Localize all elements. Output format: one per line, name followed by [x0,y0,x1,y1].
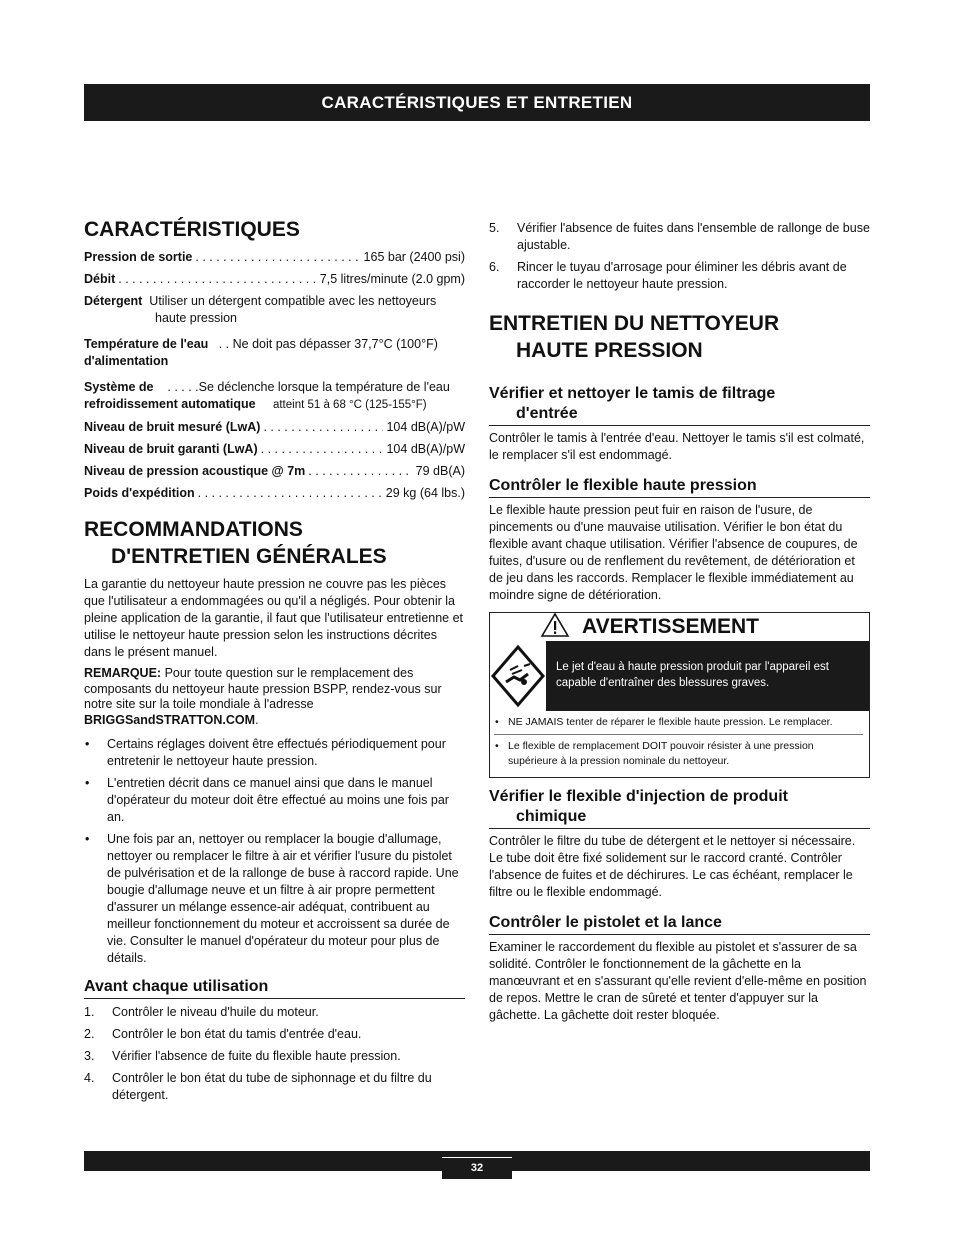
gun-text: Examiner le raccordement du flexible au pistolet et s'assurer de sa solidité. Contrôler le fonctionnement de la gâchette en la manœuvrant et en s'assurant qu'elle revient d'elle-même en position de repos. Mettre le cran de sûreté et tenter d'appuyer sur la gâchette. La gâchette doit rester bloquée. [489,940,867,1022]
spec-label: Niveau de bruit mesuré (LwA) [84,420,261,434]
warning-triangle-icon [540,612,570,643]
right-column [489,220,870,1029]
spec-label: Système de [84,380,154,394]
list-item: • L'entretien décrit dans ce manuel ainsi que dans le manuel d'opérateur du moteur doit être effectué au moins une fois par an. [85,776,449,824]
spec-value: 104 dB(A)/pW [386,442,465,456]
list-item: • NE JAMAIS tenter de réparer le flexible haute pression. Le remplacer. [495,716,833,728]
spec-value: 29 kg (64 lbs.) [385,486,465,500]
hose-title: Contrôler le flexible haute pression [489,476,870,498]
spec-row [84,485,465,502]
list-item: • Certains réglages doivent être effectués périodiquement pour entretenir le nettoyeur haute pression. [85,737,446,768]
spec-value: 165 bar (2400 psi) [363,250,465,264]
spec-label: Détergent [84,294,143,308]
spec-row [84,249,465,266]
spec-label: Niveau de pression acoustique @ 7m [84,464,306,478]
recommendations-title: RECOMMANDATIONS D'ENTRETIEN GÉNÉRALES [84,518,387,568]
warning-message: Le jet d'eau à haute pression produit par l'appareil est capable d'entraîner des blessures graves. [556,661,829,689]
spec-row [84,463,465,480]
spec-temperature: Température de l'eau . . Ne doit pas dépasser 37,7°C (100°F) d'alimentation [84,337,438,368]
spec-detergent [84,293,465,327]
spec-label: Température de l'eau [84,337,209,351]
warning-box [489,612,870,778]
list-item: 2. Contrôler le bon état du tamis d'entrée d'eau. [84,1027,362,1041]
warning-message-bar [490,641,869,711]
warning-header [490,613,869,641]
list-item: 1. Contrôler le niveau d'huile du moteur. [84,1005,319,1019]
spec-label: d'alimentation [84,354,169,368]
spec-row [84,441,465,458]
specs-table [84,249,465,502]
filter-text: Contrôler le tamis à l'entrée d'eau. Nettoyer le tamis s'il est colmaté, le remplacer s'il est endommagé. [489,431,865,462]
section-header-title: CARACTÉRISTIQUES ET ENTRETIEN [321,93,633,112]
spec-value: atteint 51 à 68 °C (125-155°F) [272,399,427,411]
filter-title: Vérifier et nettoyer le tamis de filtrage d'entrée [489,384,870,426]
high-pressure-spray-hazard-icon [490,641,550,711]
spec-value: Se déclenche lorsque la température de l'eau [198,380,450,394]
spec-value: 7,5 litres/minute (2.0 gpm) [319,272,465,286]
recommendations-list [84,736,465,967]
page-number: 32 [442,1157,512,1179]
spec-row [84,419,465,436]
warning-list [490,711,869,777]
spec-cooling: Système de . . . . .Se déclenche lorsque la température de l'eau refroidissement automatique atteint 51 à 68 °C (125-155°F) [84,380,450,411]
left-column [84,216,465,1109]
spec-label: Niveau de bruit garanti (LwA) [84,442,258,456]
before-each-use-list [84,1004,465,1104]
list-item: • Une fois par an, nettoyer ou remplacer la bougie d'allumage, nettoyer ou remplacer le filtre à air et vérifier l'usure du pistolet de pulvérisation et de la rallonge de buse à raccord rapide. Une bougie d'allumage neuve et un filtre à air propre permettent d'assurer un mélange essence-air adéquat, contribuent au meilleur fonctionnement du moteur et accroissent sa durée de vie. Consulter le manuel d'opérateur du moteur pour plus de détails. [85,832,459,965]
spec-label: refroidissement automatique [84,397,256,411]
list-item: • Le flexible de remplacement DOIT pouvoir résister à une pression supérieure à la pression nominale du nettoyeur. [494,734,863,769]
note-label: REMARQUE: [84,666,162,680]
gun-title: Contrôler le pistolet et la lance [489,913,870,935]
chemical-text: Contrôler le filtre du tube de détergent et le nettoyer si nécessaire. Le tube doit être fixé solidement sur le raccord cranté. Contrôler l'absence de fuites et de déchirures. Le cas échéant, remplacer le filtre ou le flexible endommagé. [489,834,856,899]
spec-value: Utiliser un détergent compatible avec les nettoyeurs [149,294,437,308]
spec-value: 104 dB(A)/pW [386,420,465,434]
spec-value: Ne doit pas dépasser 37,7°C (100°F) [232,337,438,351]
maintenance-title: ENTRETIEN DU NETTOYEUR HAUTE PRESSION [489,312,780,362]
spec-label: Poids d'expédition [84,486,195,500]
recommendations-intro: La garantie du nettoyeur haute pression ne couvre pas les pièces que l'utilisateur a endommagées ou qu'il a négligés. Pour obtenir la pleine application de la garantie, il faut que l'utilisateur entretienne et utilise le nettoyeur haute pression selon les instructions décrites dans le présent manuel. [84,577,464,659]
recommendations-note: REMARQUE: Pour toute question sur le remplacement des composants du nettoyeur haute pression BSPP, rendez-vous sur notre site sur la toile mondiale à l'adresse BRIGGSandSTRATTON.COM. [84,666,442,727]
section-header [84,84,870,121]
website-link[interactable]: BRIGGSandSTRATTON.COM [84,712,256,727]
before-each-use-list-cont [489,220,870,293]
spec-value: 79 dB(A) [415,464,465,478]
spec-value: haute pression [155,311,238,325]
spec-row [84,271,465,288]
list-item: 5. Vérifier l'absence de fuites dans l'ensemble de rallonge de buse ajustable. [489,221,870,252]
list-item: 4. Contrôler le bon état du tube de siphonnage et du filtre du détergent. [84,1071,432,1102]
specs-title: CARACTÉRISTIQUES [84,218,300,241]
before-each-use-title: Avant chaque utilisation [84,977,465,999]
warning-title: AVERTISSEMENT [582,615,759,638]
spec-label: Débit [84,272,116,286]
chemical-title: Vérifier le flexible d'injection de produit chimique [489,787,870,829]
spec-label: Pression de sortie [84,250,193,264]
list-item: 3. Vérifier l'absence de fuite du flexible haute pression. [84,1049,401,1063]
list-item: 6. Rincer le tuyau d'arrosage pour éliminer les débris avant de raccorder le nettoyeur haute pression. [489,260,847,291]
hose-text: Le flexible haute pression peut fuir en raison de l'usure, de pincements ou d'une mauvaise utilisation. Vérifier le bon état du flexible avant chaque utilisation. Vérifier l'absence de coupures, de fuites, d'usure ou de renflement du revêtement, de détérioration et de jeu dans les raccords. Remplacer le flexible immédiatement au moindre signe de détérioration. [489,503,858,602]
